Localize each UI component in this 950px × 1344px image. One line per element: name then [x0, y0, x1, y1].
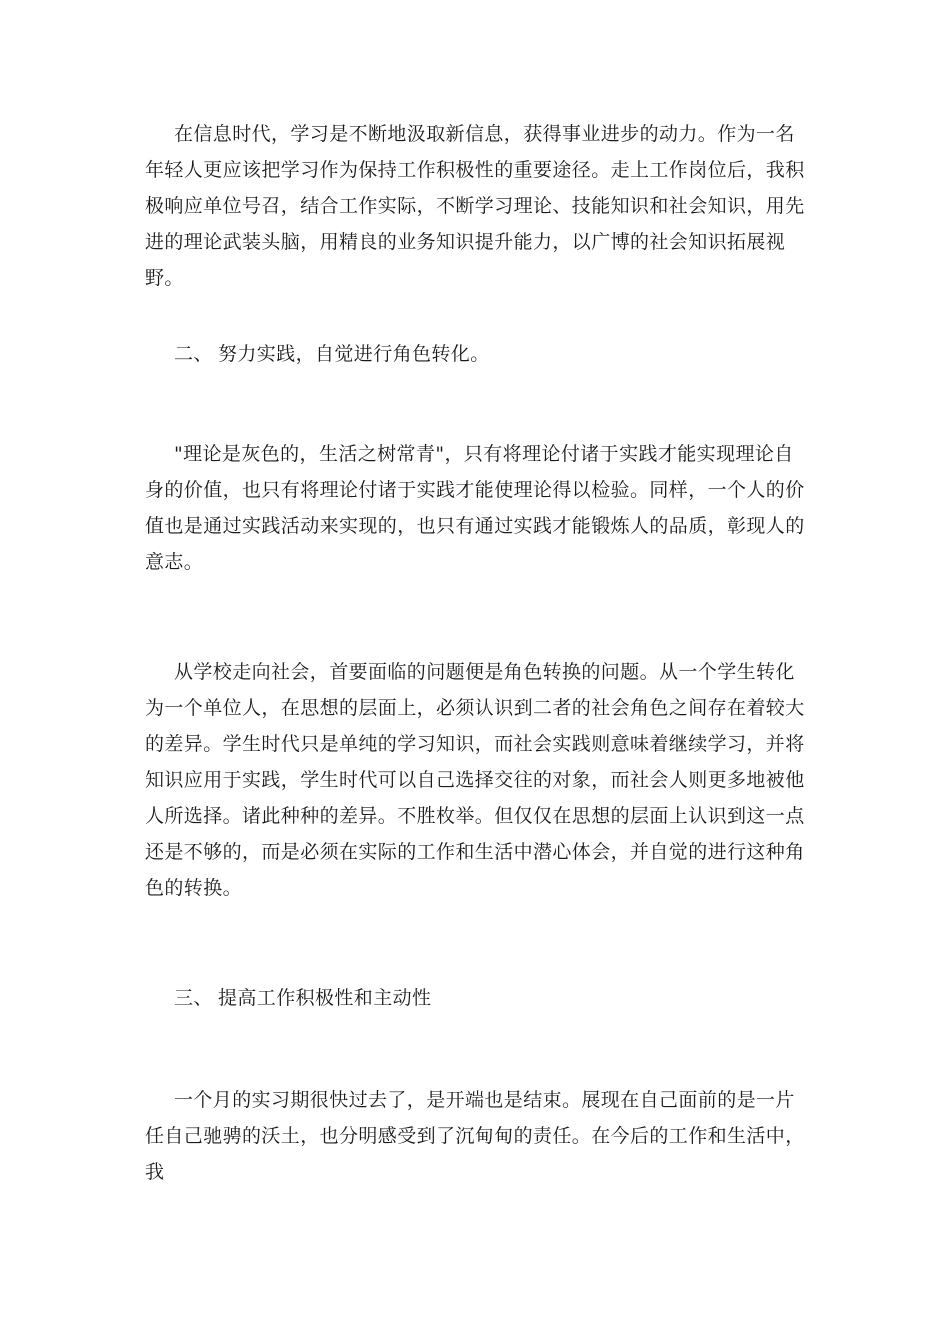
section-heading-3 [145, 980, 839, 1016]
paragraph-learning: 在信息时代，学习是不断地汲取新信息，获得事业进步的动力。作为一名年轻人更应该把学习作为保持工作积极性的重要途径。走上工作岗位后，我积极响应单位号召，结合工作实际，不断学习理论、技能知识和社会知识，用先进的理论武装头脑，用精良的业务知识提升能力，以广博的社会知识拓展视野。 [145, 123, 805, 289]
section-heading-2 [145, 336, 839, 372]
section-title-3: 提高工作积极性和主动性 [218, 987, 432, 1009]
paragraph-internship-end: 一个月的实习期很快过去了，是开端也是结束。展现在自己面前的是一片任自己驰骋的沃土，也分明感受到了沉甸甸的责任。在今后的工作和生活中，我 [145, 1089, 805, 1183]
section-number-2: 二、 [174, 343, 213, 365]
section-title-2: 努力实践，自觉进行角色转化。 [218, 343, 490, 365]
paragraph-role-transition: 从学校走向社会，首要面临的问题便是角色转换的问题。从一个学生转化为一个单位人，在思想的层面上，必须认识到二者的社会角色之间存在着较大的差异。学生时代只是单纯的学习知识，而社会实践则意味着继续学习，并将知识应用于实践，学生时代可以自己选择交往的对象，而社会人则更多地被他人所选择。诸此种种的差异。不胜枚举。但仅仅在思想的层面上认识到这一点还是不够的，而是必须在实际的工作和生活中潜心体会，并自觉的进行这种角色的转换。 [145, 661, 805, 899]
section-number-3: 三、 [174, 987, 213, 1009]
paragraph-practice: "理论是灰色的，生活之树常青"，只有将理论付诸于实践才能实现理论自身的价值，也只有将理论付诸于实践才能使理论得以检验。同样，一个人的价值也是通过实践活动来实现的，也只有通过实践才能锻炼人的品质，彰现人的意志。 [145, 443, 805, 573]
